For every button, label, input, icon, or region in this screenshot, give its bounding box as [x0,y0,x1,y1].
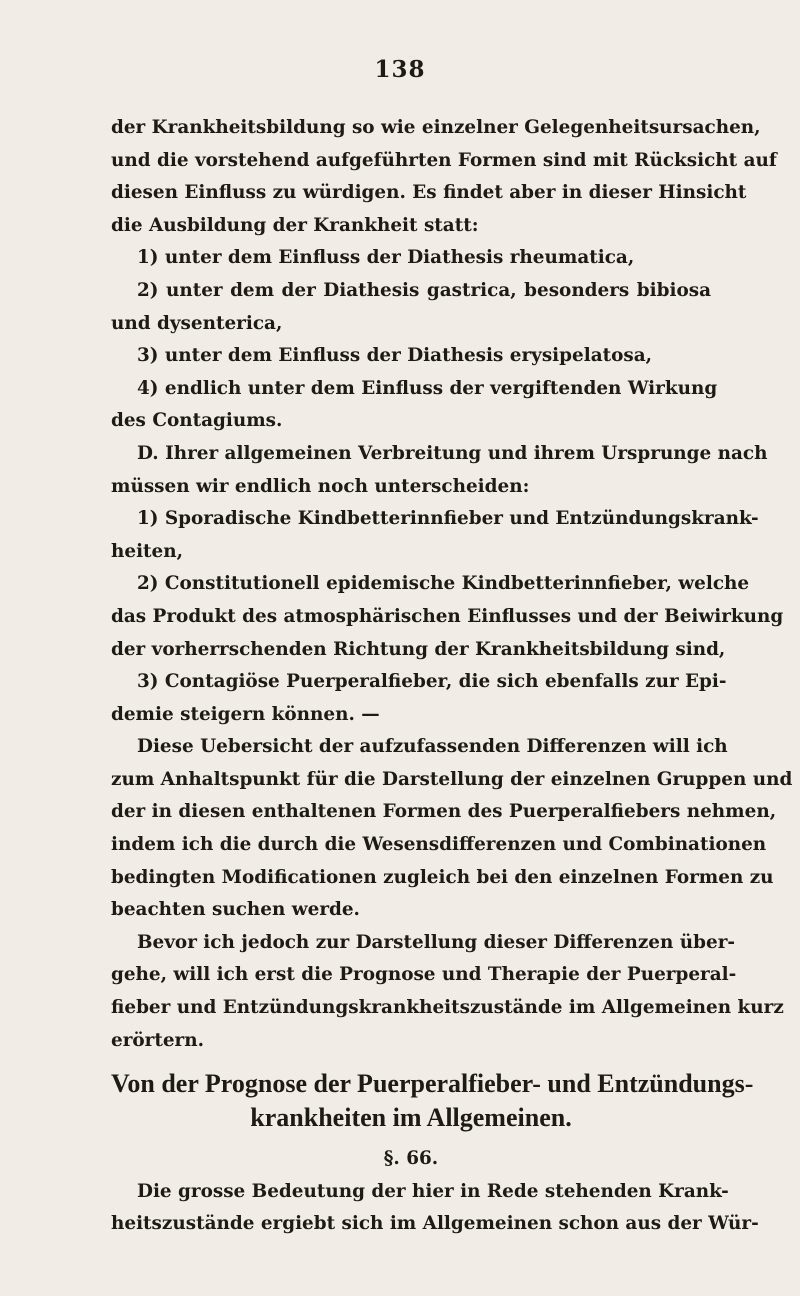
paragraph-line: bedingten Modificationen zugleich bei den einzelnen Formen zu [111,866,774,888]
paragraph-line: Die grosse Bedeutung der hier in Rede stehenden Krank- [137,1180,729,1202]
list-item-4: 4) endlich unter dem Einfluss der vergiftenden Wirkung [137,377,718,399]
paragraph-line: fieber und Entzündungskrankheitszustände im Allgemeinen kurz [111,997,784,1019]
paragraph-line: gehe, will ich erst die Prognose und Therapie der Puerperal- [111,964,737,986]
list-item-1: 1) unter dem Einfluss der Diathesis rheumatica, [137,247,635,269]
paragraph-line: beachten suchen werde. [111,899,360,921]
heading-line: Von der Prognose der Puerperalfieber- und Entzündungs- [111,1069,754,1099]
list-item-4-cont: des Contagiums. [111,410,283,432]
section-d: D. Ihrer allgemeinen Verbreitung und ihrem Ursprunge nach [137,442,768,464]
text-line: diesen Einfluss zu würdigen. Es findet aber in dieser Hinsicht [111,182,747,204]
paragraph-line: heitszustände ergiebt sich im Allgemeinen schon aus der Wür- [111,1213,759,1235]
paragraph-line: der in diesen enthaltenen Formen des Puerperalfiebers nehmen, [111,801,777,823]
sub-item-1: 1) Sporadische Kindbetterinnfieber und Entzündungskrank- [137,508,759,530]
paragraph-line: Bevor ich jedoch zur Darstellung dieser Differenzen über- [137,931,736,953]
sub-item-3: 3) Contagiöse Puerperalfieber, die sich ebenfalls zur Epi- [137,671,727,693]
text-line: der Krankheitsbildung so wie einzelner Gelegenheitsursachen, [111,117,761,138]
list-item-3: 3) unter dem Einfluss der Diathesis erysipelatosa, [137,345,653,367]
sub-item-3-cont: demie steigern können. — [111,703,380,725]
section-number: §. 66. [383,1148,439,1170]
list-item-2-cont: und dysenterica, [111,312,283,334]
sub-item-2-cont: der vorherrschenden Richtung der Krankheitsbildung sind, [111,638,726,660]
heading-line: krankheiten im Allgemeinen. [250,1103,572,1133]
page-body [111,112,793,1241]
text-line: die Ausbildung der Krankheit statt: [111,214,479,236]
section-heading [111,1067,754,1135]
sub-item-1-cont: heiten, [111,540,184,562]
section-d-cont: müssen wir endlich noch unterscheiden: [111,475,530,497]
text-line: und die vorstehend aufgeführten Formen sind mit Rücksicht auf [111,149,777,171]
paragraph-line: zum Anhaltspunkt für die Darstellung der einzelnen Gruppen und [111,768,793,790]
paragraph-line: Diese Uebersicht der aufzufassenden Differenzen will ich [137,736,728,758]
page-number: 138 [374,56,426,83]
paragraph-line: indem ich die durch die Wesensdifferenzen und Combinationen [111,834,767,856]
paragraph-line: erörtern. [111,1029,205,1051]
sub-item-2: 2) Constitutionell epidemische Kindbetterinnfieber, welche [137,573,750,595]
list-item-2: 2) unter dem der Diathesis gastrica, besonders bibiosa [137,279,711,301]
sub-item-2-cont: das Produkt des atmosphärischen Einflusses und der Beiwirkung [111,605,784,627]
